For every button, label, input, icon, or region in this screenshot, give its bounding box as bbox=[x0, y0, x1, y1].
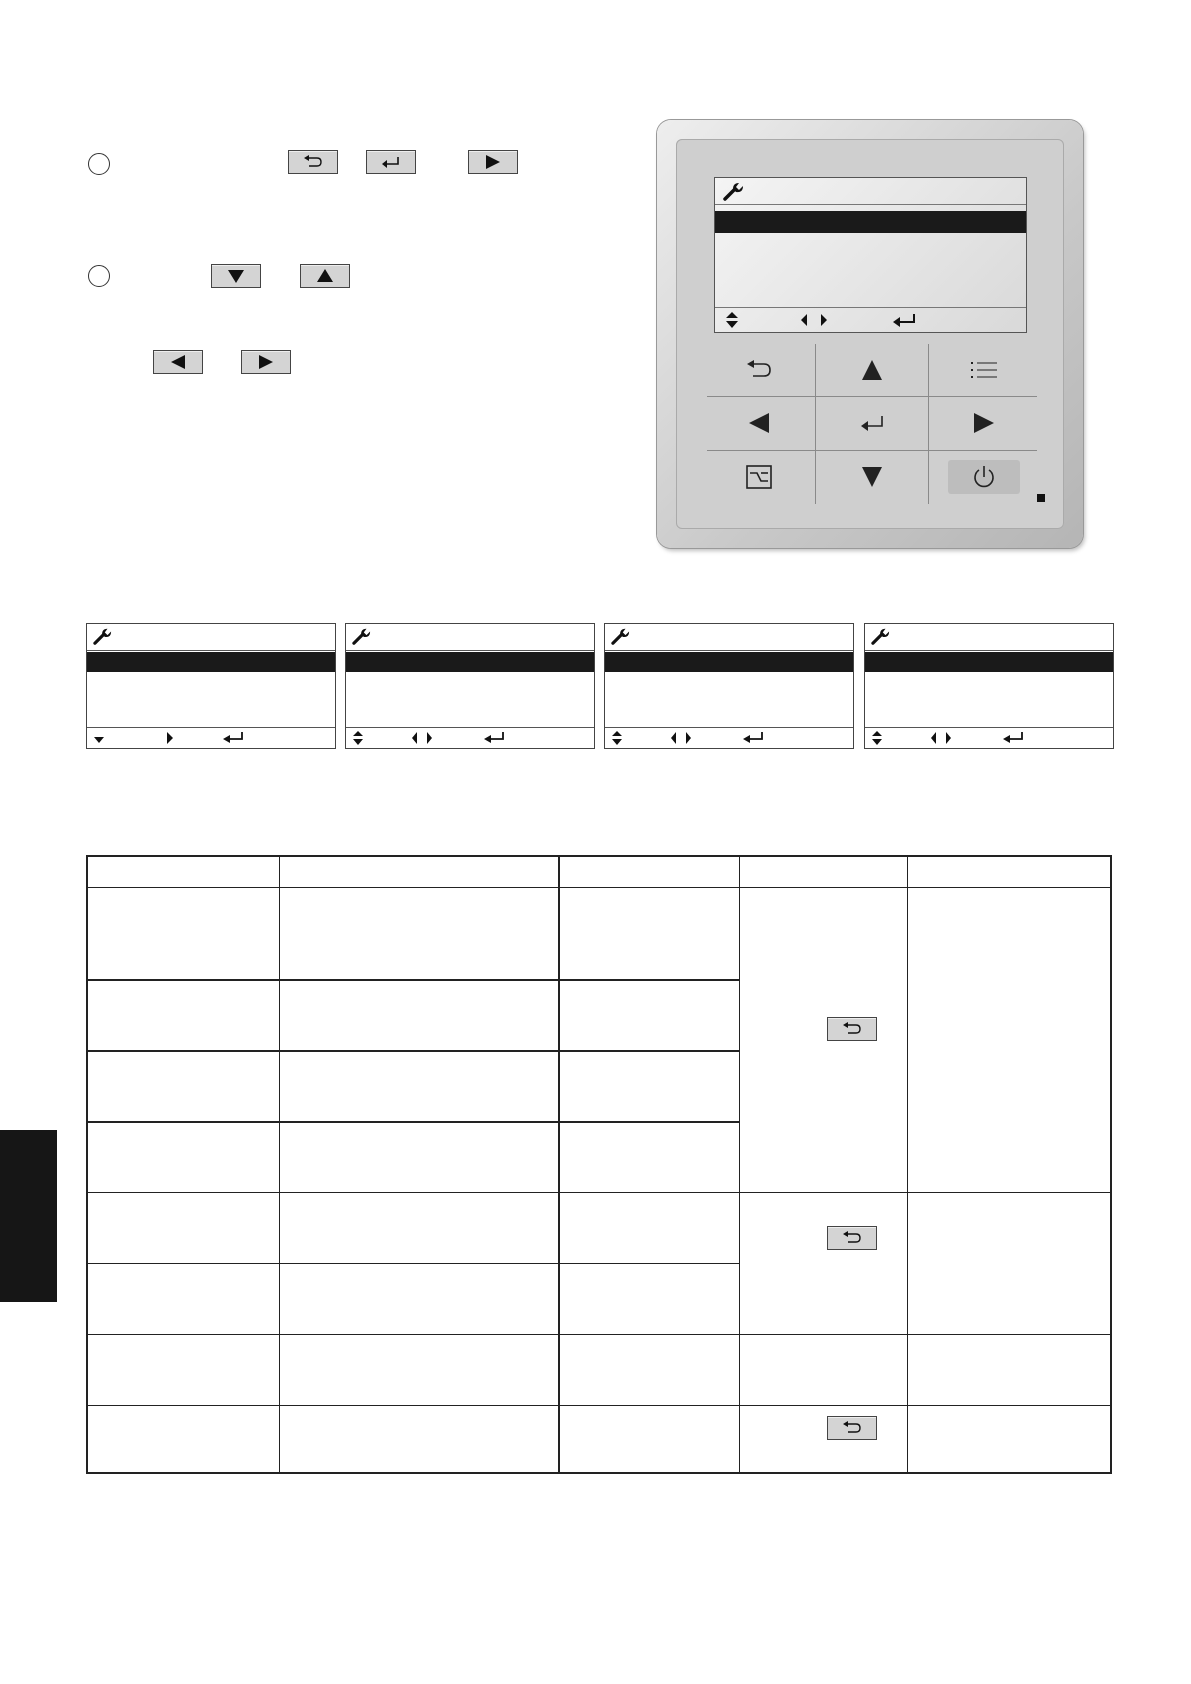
leftright-icon bbox=[410, 731, 434, 745]
right-icon bbox=[165, 731, 175, 745]
wrench-icon bbox=[723, 181, 745, 201]
right-arrow-icon bbox=[972, 411, 996, 435]
lcd-footer bbox=[715, 307, 1026, 332]
wrench-icon bbox=[611, 627, 631, 645]
power-icon bbox=[971, 464, 997, 490]
column-divider bbox=[279, 857, 280, 1472]
leftright-icon bbox=[799, 313, 829, 327]
wrench-icon bbox=[352, 627, 372, 645]
table-row-divider bbox=[88, 1334, 1110, 1335]
step-1-marker bbox=[88, 153, 110, 175]
table-return-key-icon bbox=[827, 1226, 877, 1250]
table-return-key-icon bbox=[827, 1017, 877, 1041]
enter-icon bbox=[482, 731, 506, 745]
lcd-title-bar bbox=[715, 178, 1026, 205]
remote-controller bbox=[657, 120, 1083, 548]
lcd-highlight-row bbox=[715, 211, 1026, 233]
table-row-divider bbox=[88, 1405, 1110, 1406]
updown-icon bbox=[725, 311, 739, 329]
wrench-icon bbox=[871, 627, 891, 645]
down-arrow-key-icon bbox=[211, 264, 261, 288]
leftright-icon bbox=[929, 731, 953, 745]
table-row-divider bbox=[88, 1192, 1110, 1193]
up-button[interactable] bbox=[842, 350, 902, 390]
left-arrow-icon bbox=[747, 411, 771, 435]
settings-table bbox=[86, 855, 1112, 1474]
updown-icon bbox=[352, 730, 364, 746]
wrench-icon bbox=[93, 627, 113, 645]
keypad-divider bbox=[707, 396, 1037, 397]
keypad-divider bbox=[815, 344, 816, 504]
lcd-screen-3 bbox=[604, 623, 854, 749]
enter-icon bbox=[221, 731, 245, 745]
lcd-screen-2 bbox=[345, 623, 595, 749]
updown-icon bbox=[611, 730, 623, 746]
left-arrow-key-icon bbox=[153, 350, 203, 374]
enter-icon bbox=[890, 312, 918, 328]
table-row-divider bbox=[88, 1050, 740, 1052]
enter-icon bbox=[741, 731, 765, 745]
indicator-led bbox=[1037, 494, 1045, 502]
return-key-icon bbox=[288, 150, 338, 174]
updown-icon bbox=[871, 730, 883, 746]
enter-icon bbox=[1001, 731, 1025, 745]
column-divider bbox=[739, 857, 740, 1472]
mode-icon bbox=[746, 465, 772, 489]
down-icon bbox=[93, 734, 105, 744]
lcd-screen-4 bbox=[864, 623, 1114, 749]
table-header-divider bbox=[88, 887, 1110, 888]
left-button[interactable] bbox=[729, 403, 789, 443]
leftright-icon bbox=[669, 731, 693, 745]
enter-button[interactable] bbox=[842, 403, 902, 443]
lcd-screen-1 bbox=[86, 623, 336, 749]
enter-key-icon bbox=[366, 150, 416, 174]
mode-button[interactable] bbox=[729, 457, 789, 497]
menu-button[interactable] bbox=[954, 350, 1014, 390]
down-button[interactable] bbox=[842, 457, 902, 497]
up-arrow-key-icon bbox=[300, 264, 350, 288]
up-arrow-icon bbox=[860, 358, 884, 382]
menu-icon bbox=[969, 360, 999, 380]
keypad-divider bbox=[707, 450, 1037, 451]
table-row-divider bbox=[88, 979, 740, 981]
right-button[interactable] bbox=[954, 403, 1014, 443]
right-arrow-key-icon bbox=[468, 150, 518, 174]
remote-lcd-screen bbox=[714, 177, 1027, 333]
step-2-marker bbox=[88, 265, 110, 287]
return-icon bbox=[744, 359, 774, 381]
section-tab-marker bbox=[0, 1130, 57, 1302]
enter-icon bbox=[857, 413, 887, 433]
table-row-divider bbox=[88, 1263, 740, 1264]
right-arrow-key-icon-2 bbox=[241, 350, 291, 374]
return-button[interactable] bbox=[729, 350, 789, 390]
keypad-divider bbox=[928, 344, 929, 504]
power-button[interactable] bbox=[954, 457, 1014, 497]
table-row-divider bbox=[88, 1121, 740, 1123]
down-arrow-icon bbox=[860, 465, 884, 489]
table-return-key-icon bbox=[827, 1416, 877, 1440]
column-divider bbox=[558, 857, 560, 1472]
column-divider bbox=[907, 857, 908, 1472]
